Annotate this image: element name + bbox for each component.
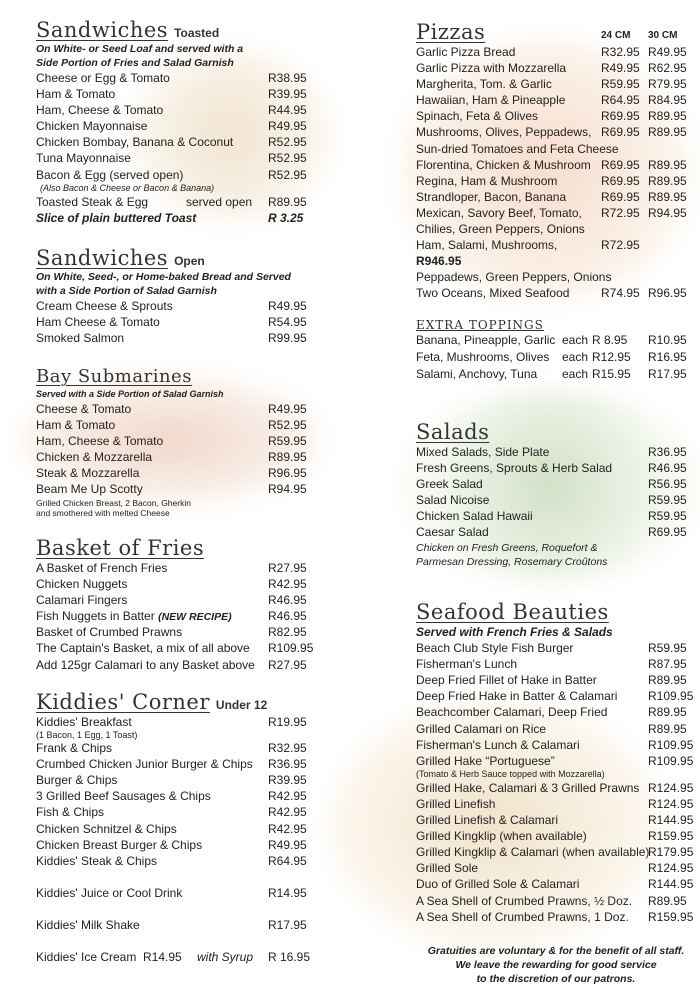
menu-item: Grilled Linefish & Calamari R144.95 xyxy=(416,813,694,828)
menu-item: Kiddies' Milk Shake R17.95 xyxy=(36,917,307,932)
menu-item: Deep Fried Hake in Batter & Calamari R109.95 xyxy=(416,689,694,704)
menu-item-cont: Chilies, Green Peppers, Onions xyxy=(416,222,585,237)
section-note: On White- or Seed Loaf and served with a xyxy=(36,43,244,55)
menu-item: Chicken Bombay, Banana & Coconut R52.95 xyxy=(36,135,307,150)
menu-item: Calamari Fingers R46.95 xyxy=(36,593,307,608)
menu-item: Chicken Nuggets R42.95 xyxy=(36,577,307,592)
menu-item: The Captain's Basket, a mix of all above R109.95 xyxy=(36,641,314,656)
menu-item: Regina, Ham & Mushroom R69.95 R89.95 xyxy=(416,173,687,188)
bay-submarines-section xyxy=(36,366,336,518)
menu-item-price: R946.95 xyxy=(416,254,462,269)
menu-item: Grilled Hake, Calamari & 3 Grilled Prawns R124.95 xyxy=(416,780,694,795)
menu-item: Basket of Crumbed Prawns R82.95 xyxy=(36,625,307,640)
menu-item: Strandloper, Bacon, Banana R69.95 R89.95 xyxy=(416,189,687,204)
menu-item: Mixed Salads, Side Plate R36.95 xyxy=(416,445,687,459)
section-title: Seafood Beauties xyxy=(416,600,609,624)
menu-item: Cheese or Egg & Tomato R38.95 xyxy=(36,71,307,85)
menu-item-cont: Peppadews, Green Peppers, Onions xyxy=(416,270,612,285)
menu-item: Fish Nuggets in Batter (NEW RECIPE) R46.95 xyxy=(36,609,307,624)
section-title: Kiddies' Corner Under 12 xyxy=(36,690,268,714)
section-title: EXTRA TOPPINGS xyxy=(416,318,544,332)
basket-of-fries-section xyxy=(36,536,336,673)
menu-item: 3 Grilled Beef Sausages & Chips R42.95 xyxy=(36,789,307,804)
menu-item: Fresh Greens, Sprouts & Herb Salad R46.95 xyxy=(416,461,687,476)
menu-item: Chicken & Mozzarella R89.95 xyxy=(36,450,307,465)
menu-item: Spinach, Feta & Olives R69.95 R89.95 xyxy=(416,109,687,124)
menu-item: Burger & Chips R39.95 xyxy=(36,773,307,788)
menu-item-cont: Sun-dried Tomatoes and Feta Cheese xyxy=(416,141,619,156)
footer-line: Gratuities are voluntary & for the benefit of all staff. xyxy=(427,945,685,957)
menu-item: Beam Me Up Scotty R94.95 xyxy=(36,482,307,497)
size-header: 24 CM xyxy=(601,30,631,41)
gratuity-note xyxy=(416,944,696,986)
section-title: Bay Submarines xyxy=(36,366,192,387)
kiddies-corner-section xyxy=(36,690,336,965)
item-note: Chicken on Fresh Greens, Roquefort & xyxy=(416,541,598,554)
menu-item: Margherita, Tom. & Garlic R59.95 R79.95 xyxy=(416,77,687,92)
pizzas-section xyxy=(416,20,696,302)
menu-item: Grilled Kingklip (when available) R159.95 xyxy=(416,829,694,844)
menu-item: Cream Cheese & Sprouts R49.95 xyxy=(36,299,307,313)
menu-item: Caesar Salad R69.95 xyxy=(416,525,687,540)
salads-section xyxy=(416,420,696,569)
section-title: Pizzas xyxy=(416,20,486,44)
menu-item: Ham & Tomato R39.95 xyxy=(36,87,307,102)
item-note: Parmesan Dressing, Rosemary Croûtons xyxy=(416,555,608,568)
section-note: with a Side Portion of Salad Garnish xyxy=(36,285,217,297)
menu-item: Toasted Steak & Egg served open R89.95 xyxy=(36,194,307,209)
section-title: Basket of Fries xyxy=(36,536,205,560)
menu-item: Hawaiian, Ham & Pineapple R64.95 R84.95 xyxy=(416,93,687,108)
menu-item: Kiddies' Ice Cream R14.95 with Syrup R 16.95 xyxy=(36,950,311,965)
menu-item: Garlic Pizza with Mozzarella R49.95 R62.95 xyxy=(416,61,687,76)
menu-item: Mexican, Savory Beef, Tomato, R72.95 R94.95 xyxy=(416,205,687,220)
item-note: (1 Bacon, 1 Egg, 1 Toast) xyxy=(36,730,138,741)
menu-item: Chicken Breast Burger & Chips R49.95 xyxy=(36,837,307,852)
menu-item: Fisherman's Lunch & Calamari R109.95 xyxy=(416,737,694,752)
menu-item: Slice of plain buttered Toast R 3.25 xyxy=(36,210,304,225)
menu-item: Kiddies' Breakfast R19.95 xyxy=(36,715,307,729)
menu-item: Steak & Mozzarella R96.95 xyxy=(36,466,307,481)
menu-item: Two Oceans, Mixed Seafood R74.95 R96.95 xyxy=(416,286,687,301)
menu-item: Feta, Mushrooms, Olives each R12.95 R16.95 xyxy=(416,350,687,364)
menu-item: Ham, Cheese & Tomato R44.95 xyxy=(36,103,307,118)
menu-item: Kiddies' Juice or Cool Drink R14.95 xyxy=(36,885,307,900)
section-title: Sandwiches Open xyxy=(36,246,205,270)
menu-item: Crumbed Chicken Junior Burger & Chips R36.95 xyxy=(36,757,307,772)
menu-item: Chicken Salad Hawaii R59.95 xyxy=(416,509,687,524)
item-note: (Tomato & Herb Sauce topped with Mozzarella) xyxy=(416,768,605,779)
menu-item: Greek Salad R56.95 xyxy=(416,477,687,492)
menu-item: Beach Club Style Fish Burger R59.95 xyxy=(416,641,687,656)
sandwiches-toasted-section xyxy=(36,18,336,226)
menu-item: Tuna Mayonnaise R52.95 xyxy=(36,151,307,166)
menu-item: Florentina, Chicken & Mushroom R69.95 R89.95 xyxy=(416,157,687,172)
menu-item: Grilled Kingklip & Calamari (when available) R179.95 xyxy=(416,845,694,860)
section-note: Served with a Side Portion of Salad Garnish xyxy=(36,389,224,399)
item-note: Grilled Chicken Breast, 2 Bacon, Gherkin xyxy=(36,497,191,508)
menu-item: Chicken Mayonnaise R49.95 xyxy=(36,119,307,134)
menu-item: Ham & Tomato R52.95 xyxy=(36,418,307,433)
menu-item: Grilled Linefish R124.95 xyxy=(416,796,694,811)
item-note: and smothered with melted Cheese xyxy=(36,507,170,518)
menu-item: Fish & Chips R42.95 xyxy=(36,805,307,820)
menu-item: Frank & Chips R32.95 xyxy=(36,741,307,756)
menu-item: Duo of Grilled Sole & Calamari R144.95 xyxy=(416,877,694,892)
menu-item: Salami, Anchovy, Tuna each R15.95 R17.95 xyxy=(416,367,687,381)
menu-item: Cheese & Tomato R49.95 xyxy=(36,402,307,416)
section-title: Sandwiches Toasted xyxy=(36,18,220,42)
menu-item: Ham Cheese & Tomato R54.95 xyxy=(36,315,307,330)
menu-item: Salad Nicoise R59.95 xyxy=(416,493,687,508)
menu-item: Deep Fried Fillet of Hake in Batter R89.95 xyxy=(416,673,687,688)
menu-item: Kiddies' Steak & Chips R64.95 xyxy=(36,853,307,868)
menu-item: A Basket of French Fries R27.95 xyxy=(36,561,307,575)
menu-item: Ham, Salami, Mushrooms, R72.95 xyxy=(416,238,640,253)
menu-item: Smoked Salmon R99.95 xyxy=(36,331,307,346)
menu-item: A Sea Shell of Crumbed Prawns, ½ Doz. R89.95 xyxy=(416,893,687,908)
menu-item: Bacon & Egg (served open) R52.95 xyxy=(36,167,307,182)
menu-item: Beachcomber Calamari, Deep Fried R89.95 xyxy=(416,705,687,720)
menu-item: Fisherman's Lunch R87.95 xyxy=(416,657,687,672)
seafood-beauties-section xyxy=(416,600,696,925)
size-header: 30 CM xyxy=(648,30,678,41)
menu-item: Add 125gr Calamari to any Basket above R27.95 xyxy=(36,657,307,672)
menu-item: Banana, Pineapple, Garlic each R 8.95 R10.95 xyxy=(416,333,687,347)
section-title: Salads xyxy=(416,420,490,444)
extra-toppings-section xyxy=(416,318,696,383)
menu-item: Ham, Cheese & Tomato R59.95 xyxy=(36,434,307,449)
section-note: Side Portion of Fries and Salad Garnish xyxy=(36,57,234,69)
menu-item: A Sea Shell of Crumbed Prawns, 1 Doz. R159.95 xyxy=(416,909,694,924)
section-note: On White, Seed-, or Home-baked Bread and Served xyxy=(36,271,291,283)
sandwiches-open-section xyxy=(36,246,336,346)
menu-item: Garlic Pizza Bread R32.95 R49.95 xyxy=(416,45,687,59)
menu-item: Grilled Calamari on Rice R89.95 xyxy=(416,721,687,736)
menu-item: Grilled Sole R124.95 xyxy=(416,861,694,876)
menu-item: Chicken Schnitzel & Chips R42.95 xyxy=(36,821,307,836)
item-note: (Also Bacon & Cheese or Bacon & Banana) xyxy=(40,182,215,193)
menu-item: Mushrooms, Olives, Peppadews, R69.95 R89.95 xyxy=(416,125,687,140)
section-note: Served with French Fries & Salads xyxy=(416,625,613,639)
footer-line: to the discretion of our patrons. xyxy=(476,973,636,985)
menu-item: Grilled Hake “Portuguese” R109.95 xyxy=(416,753,694,768)
footer-line: We leave the rewarding for good service xyxy=(455,959,657,971)
